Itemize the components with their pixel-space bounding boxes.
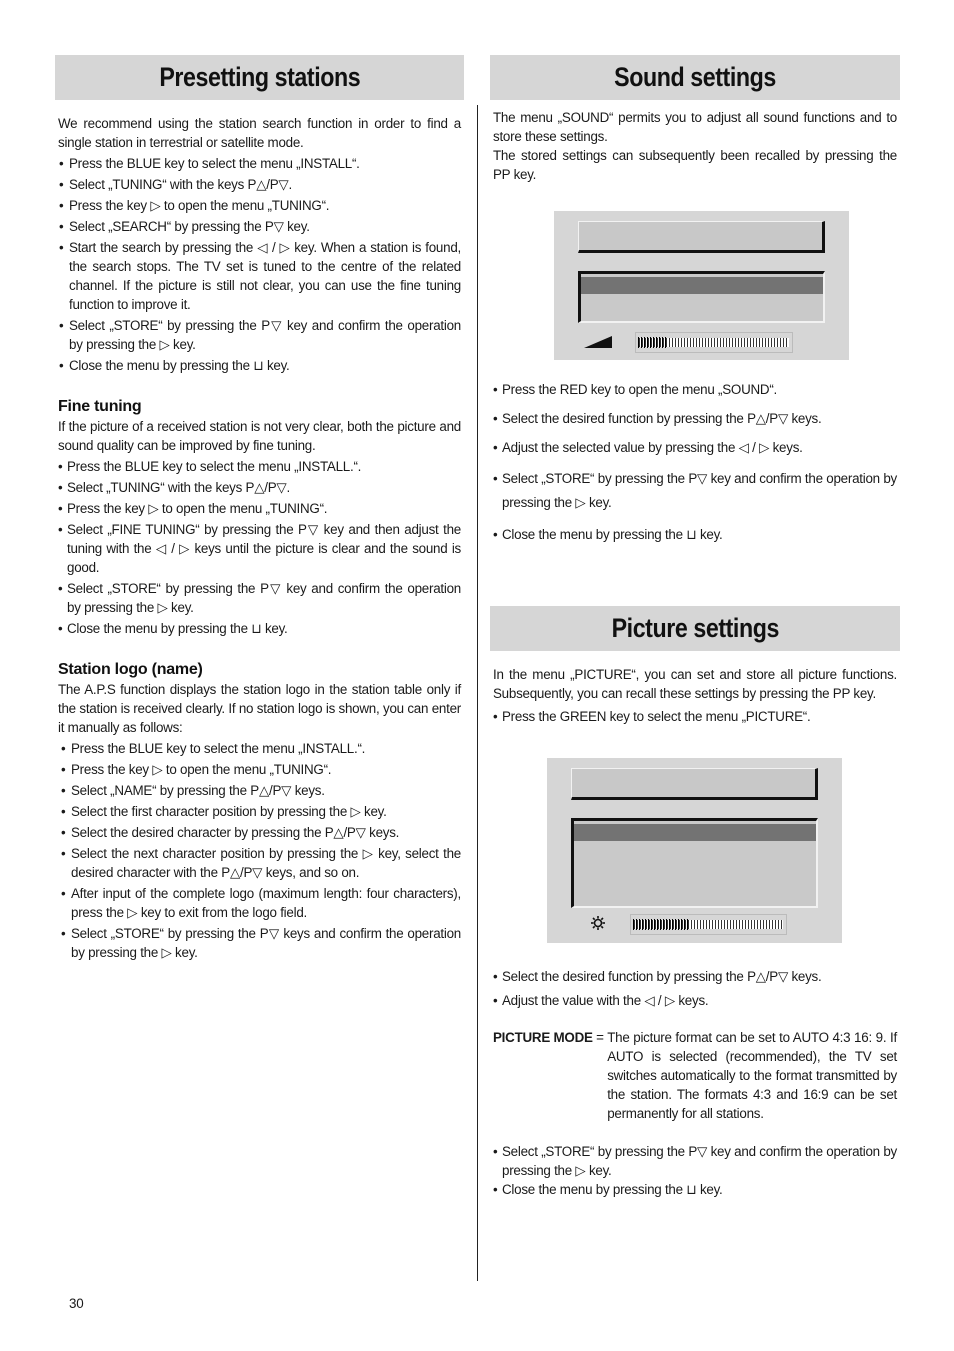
list-item: • Press the key ▷ to open the menu „TUNING“. — [58, 196, 461, 215]
picture-settings-banner — [490, 606, 900, 651]
sound-menu-title-bar — [578, 221, 825, 253]
list-item: • Select „SEARCH“ by pressing the P▽ key. — [58, 217, 461, 236]
volume-icon — [584, 335, 614, 349]
station-logo-steps — [58, 739, 461, 962]
brightness-slider — [630, 914, 787, 935]
list-item: • Press the BLUE key to select the menu „INSTALL.“. — [60, 739, 461, 758]
brightness-icon — [591, 916, 605, 930]
list-item: • Press the key ▷ to open the menu „TUNING“. — [58, 499, 461, 518]
list-item: • Select „STORE“ by pressing the P▽ key and confirm the operation by pressing the ▷ key. — [58, 579, 461, 617]
list-item: • Select „TUNING“ with the keys P△/P▽. — [58, 175, 461, 194]
picture-mode-term: PICTURE MODE — [493, 1030, 593, 1045]
list-item: • Press the GREEN key to select the menu „PICTURE“. — [493, 707, 897, 726]
picture-settings-title: Picture settings — [611, 613, 779, 643]
list-item: • Start the search by pressing the ◁ / ▷ key. When a station is found, the search stops. The TV set is tuned to the centre of the related channel. If the picture is still not clear, you can use the fine tuning function to improve it. — [58, 238, 461, 314]
picture-intro: In the menu „PICTURE“, you can set and store all picture functions. Subsequently, you can recall these settings by pressing the PP key. — [493, 667, 897, 701]
list-item: • Select „STORE“ by pressing the P▽ key and confirm the operation by pressing the ▷ key. — [493, 1142, 897, 1180]
page-number: 30 — [69, 1296, 84, 1311]
volume-slider — [635, 332, 793, 353]
list-item: • Close the menu by pressing the ⊔ key. — [493, 1180, 897, 1199]
list-item: • Select the desired function by pressing the P△/P▽ keys. — [493, 967, 897, 986]
presetting-stations-banner — [55, 55, 464, 100]
presetting-intro: We recommend using the station search function in order to find a single station in terrestrial or satellite mode. — [58, 116, 461, 150]
picture-menu-screen — [547, 758, 842, 943]
list-item: • Press the BLUE key to select the menu „INSTALL.“. — [58, 457, 461, 476]
picture-steps — [493, 967, 897, 1010]
list-item: • Select „NAME“ by pressing the P△/P▽ keys. — [60, 781, 461, 800]
presetting-steps — [58, 154, 461, 375]
sound-settings-title: Sound settings — [614, 62, 776, 92]
picture-steps-2 — [493, 1142, 897, 1199]
list-item: • Select „FINE TUNING“ by pressing the P▽ key and then adjust the tuning with the ◁ / ▷ keys until the picture is clear and the sound is good. — [58, 520, 461, 577]
list-item: • Select „STORE“ by pressing the P▽ keys and confirm the operation by pressing the ▷ key. — [60, 924, 461, 962]
list-item: • Close the menu by pressing the ⊔ key. — [493, 525, 897, 544]
list-item: • Select the desired character by pressing the P△/P▽ keys. — [60, 823, 461, 842]
station-logo-intro: The A.P.S function displays the station logo in the station table only if the station is received clearly. If no station logo is shown, you can enter it manually as follows: — [58, 682, 461, 735]
picture-mode-description: The picture format can be set to AUTO 4:3 16: 9. If AUTO is selected (recommended), the TV set switches automatically to the format transmitted by the station. The formats 4:3 and 16:9 can be set permanently for all stations. — [607, 1030, 897, 1121]
picture-mode-equals: = — [592, 1030, 608, 1045]
picture-step-0 — [493, 707, 897, 726]
brightness-slider-fill — [633, 919, 690, 930]
picture-mode-definition — [493, 1028, 897, 1123]
presetting-stations-section — [55, 55, 464, 962]
sound-steps — [493, 380, 897, 544]
list-item: • Select the first character position by pressing the ▷ key. — [60, 802, 461, 821]
sound-menu-panel — [578, 271, 825, 323]
list-item: • Close the menu by pressing the ⊔ key. — [58, 619, 461, 638]
list-item: • Select „STORE“ by pressing the P▽ key and confirm the operation by pressing the ▷ key. — [493, 467, 897, 515]
sound-intro-2: The stored settings can subsequently been recalled by pressing the PP key. — [493, 148, 897, 182]
sound-menu-selected-row — [581, 277, 823, 294]
list-item: • Adjust the selected value by pressing the ◁ / ▷ keys. — [493, 438, 897, 457]
list-item: • After input of the complete logo (maximum length: four characters), press the ▷ key to exit from the logo field. — [60, 884, 461, 922]
list-item: • Select „TUNING“ with the keys P△/P▽. — [58, 478, 461, 497]
picture-menu-panel — [571, 818, 818, 908]
fine-tuning-heading: Fine tuning — [58, 398, 142, 415]
list-item: • Press the key ▷ to open the menu „TUNING“. — [60, 760, 461, 779]
list-item: • Press the RED key to open the menu „SOUND“. — [493, 380, 897, 399]
fine-tuning-steps — [58, 457, 461, 638]
station-logo-heading: Station logo (name) — [58, 661, 203, 678]
sound-settings-section — [490, 55, 900, 1199]
list-item: • Select the next character position by pressing the ▷ key, select the desired character with the P△/P▽ keys, and so on. — [60, 844, 461, 882]
list-item: • Select „STORE“ by pressing the P▽ key and confirm the operation by pressing the ▷ key. — [58, 316, 461, 354]
column-divider — [477, 105, 478, 1281]
list-item: • Press the BLUE key to select the menu „INSTALL“. — [58, 154, 461, 173]
volume-slider-fill — [638, 337, 668, 348]
sound-menu-screen — [554, 211, 849, 360]
list-item: • Select the desired function by pressing the P△/P▽ keys. — [493, 409, 897, 428]
picture-menu-title-bar — [571, 768, 818, 800]
list-item: • Adjust the value with the ◁ / ▷ keys. — [493, 991, 897, 1010]
fine-tuning-intro: If the picture of a received station is not very clear, both the picture and sound quality can be improved by fine tuning. — [58, 419, 461, 453]
presetting-stations-title: Presetting stations — [159, 62, 360, 92]
list-item: • Close the menu by pressing the ⊔ key. — [58, 356, 461, 375]
sound-settings-banner — [490, 55, 900, 100]
sound-intro-1: The menu „SOUND“ permits you to adjust all sound functions and to store these settings. — [493, 110, 897, 144]
picture-menu-selected-row — [574, 824, 816, 841]
